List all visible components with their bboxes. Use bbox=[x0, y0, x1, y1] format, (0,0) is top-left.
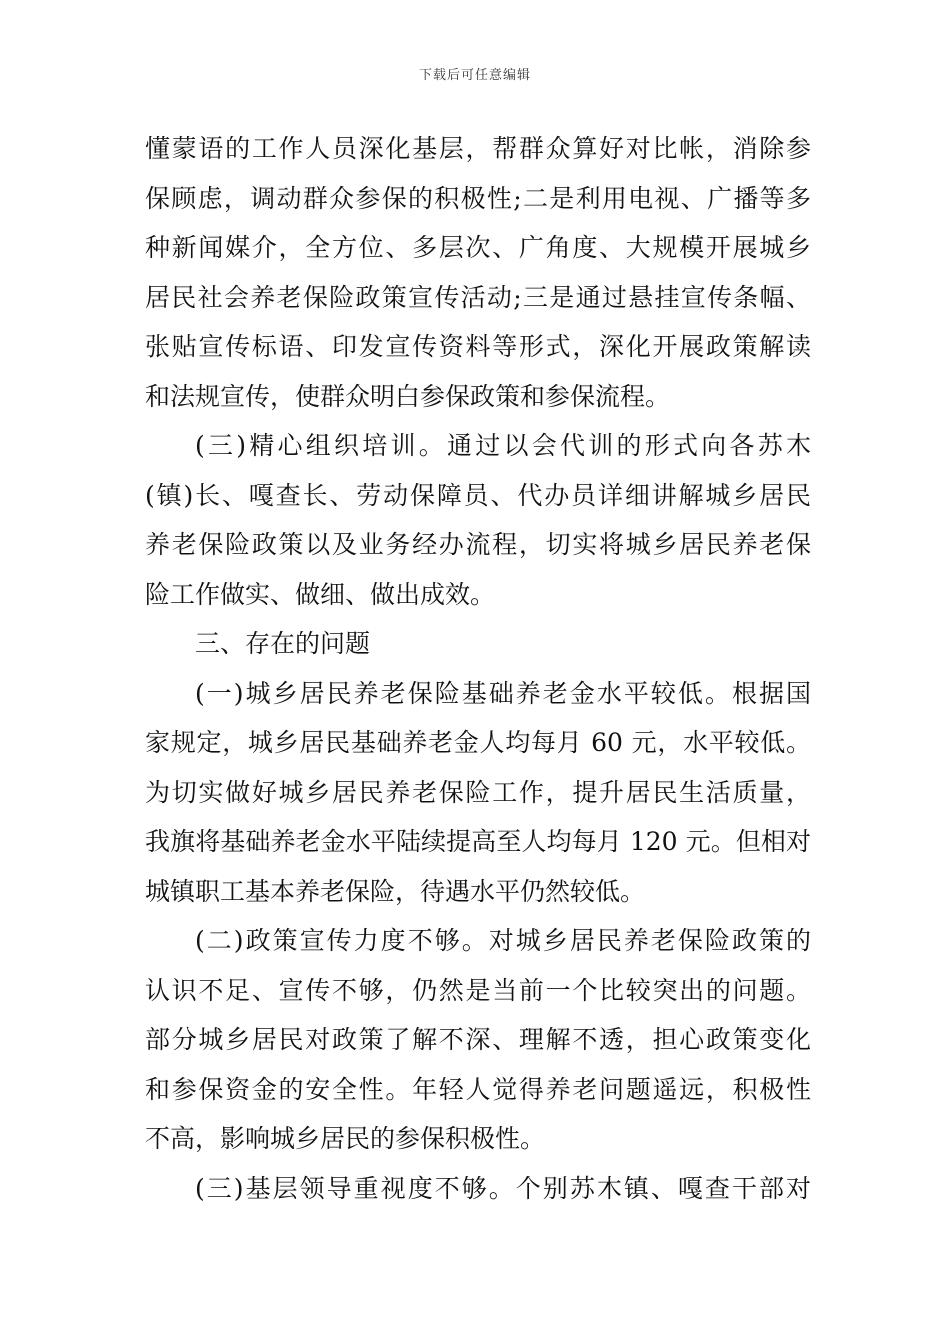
text-line: (一)城乡居民养老保险基础养老金水平较低。根据国 bbox=[195, 678, 811, 708]
text-line: 部分城乡居民对政策了解不深、理解不透，担心政策变化 bbox=[145, 1025, 811, 1054]
paragraph-publicity-weakness bbox=[145, 916, 811, 1164]
page-header: 下载后可任意编辑 bbox=[418, 68, 531, 83]
text-line: 居民社会养老保险政策宣传活动;三是通过悬挂宣传条幅、 bbox=[145, 282, 811, 312]
text-line: 养老保险政策以及业务经办流程，切实将城乡居民养老保 bbox=[145, 530, 811, 559]
text-line: 懂蒙语的工作人员深化基层，帮群众算好对比帐，消除参 bbox=[145, 134, 811, 163]
paragraph-publicity-methods bbox=[145, 124, 811, 421]
text-line: 城镇职工基本养老保险，待遇水平仍然较低。 bbox=[145, 876, 646, 906]
text-line: 险工作做实、做细、做出成效。 bbox=[145, 579, 496, 609]
paragraph-training bbox=[145, 421, 811, 619]
text-line: (三)基层领导重视度不够。个别苏木镇、嘎查干部对 bbox=[195, 1173, 811, 1203]
section-heading-problems: 三、存在的问题 bbox=[195, 629, 371, 658]
text-line: 认识不足、宣传不够，仍然是当前一个比较突出的问题。 bbox=[145, 975, 811, 1005]
text-line: 家规定，城乡居民基础养老金人均每月 60 元，水平较低。 bbox=[145, 728, 811, 757]
text-line: 张贴宣传标语、印发宣传资料等形式，深化开展政策解读 bbox=[145, 332, 811, 361]
text-line: 和参保资金的安全性。年轻人觉得养老问题遥远，积极性 bbox=[145, 1074, 811, 1104]
paragraph-leadership bbox=[145, 1164, 811, 1214]
text-line: 种新闻媒介，全方位、多层次、广角度、大规模开展城乡 bbox=[145, 233, 811, 262]
text-line: 我旗将基础养老金水平陆续提高至人均每月 120 元。但相对 bbox=[145, 827, 811, 856]
text-line: (镇)长、嘎查长、劳动保障员、代办员详细讲解城乡居民 bbox=[145, 480, 811, 510]
text-line: 和法规宣传，使群众明白参保政策和参保流程。 bbox=[145, 381, 671, 411]
text-line: 不高，影响城乡居民的参保积极性。 bbox=[145, 1124, 546, 1153]
text-line: 保顾虑，调动群众参保的积极性;二是利用电视、广播等多 bbox=[145, 183, 811, 213]
text-line: 为切实做好城乡居民养老保险工作，提升居民生活质量， bbox=[145, 777, 811, 807]
text-line: (三)精心组织培训。通过以会代训的形式向各苏木 bbox=[195, 431, 811, 460]
document-body bbox=[145, 124, 811, 1213]
text-line: (二)政策宣传力度不够。对城乡居民养老保险政策的 bbox=[195, 926, 811, 955]
paragraph-pension-level bbox=[145, 669, 811, 917]
